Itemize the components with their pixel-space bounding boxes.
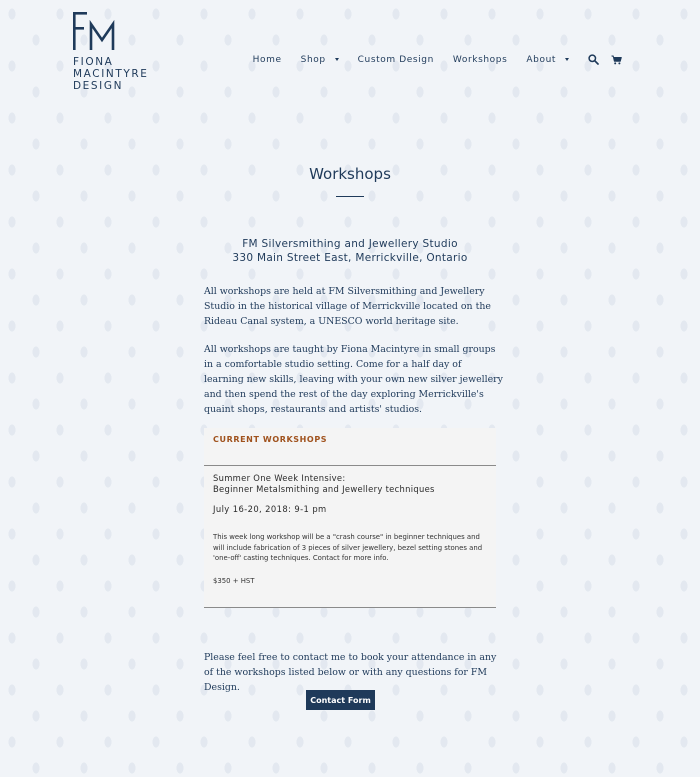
- workshop-title-line-2: Beginner Metalsmithing and Jewellery techniques: [213, 484, 435, 494]
- nav-item-custom-design[interactable]: [358, 55, 434, 65]
- brand-name-line-2: MACINTYRE: [73, 68, 149, 80]
- nav-item-label: Custom Design: [357, 54, 434, 65]
- studio-address: 330 Main Street East, Merrickville, Ontario: [232, 252, 468, 264]
- detail-paragraph: All workshops are taught by Fiona Macintyre in small groups in a comfortable studio setting. Come for a half day of learning new skills, leaving with your own new silver jewellery and then spend the rest of the day exploring Merrickville's quaint shops, restaurants and artists' studios.: [204, 344, 503, 415]
- nav-item-label: Workshops: [452, 54, 508, 65]
- card-divider: [204, 465, 496, 466]
- brand-name-line-3: DESIGN: [73, 80, 124, 92]
- caret-down-icon: [565, 58, 569, 61]
- caret-down-icon: [335, 58, 339, 61]
- nav-item-about[interactable]: [526, 55, 569, 65]
- workshop-card: [204, 428, 496, 608]
- nav-item-label: Shop: [300, 54, 326, 65]
- nav-item-label: About: [526, 54, 556, 65]
- page-title: Workshops: [309, 165, 391, 183]
- nav-item-shop[interactable]: [301, 55, 339, 65]
- search-icon[interactable]: [588, 54, 599, 65]
- workshop-price: $350 + HST: [213, 577, 255, 585]
- workshop-title: [213, 473, 435, 495]
- nav-item-label: Home: [252, 54, 282, 65]
- brand-name: [73, 56, 163, 92]
- nav-item-home[interactable]: [253, 55, 282, 65]
- title-divider: [336, 196, 364, 197]
- fm-monogram: [73, 12, 117, 50]
- studio-name: FM Silversmithing and Jewellery Studio: [242, 238, 458, 250]
- main-nav: [253, 54, 622, 65]
- studio-info: [0, 237, 700, 265]
- brand-logo[interactable]: [73, 12, 163, 92]
- nav-item-workshops[interactable]: [453, 55, 508, 65]
- contact-form-button[interactable]: Contact Form: [306, 690, 375, 710]
- cart-icon[interactable]: [611, 55, 622, 65]
- brand-name-line-1: FIONA: [73, 56, 114, 68]
- workshop-title-line-1: Summer One Week Intensive:: [213, 473, 346, 483]
- closing-paragraph: Please feel free to contact me to book your attendance in any of the workshops listed below or with any questions for FM Design.: [204, 652, 497, 693]
- intro-paragraph: All workshops are held at FM Silversmithing and Jewellery Studio in the historical village of Merrickville located on the Rideau Canal system, a UNESCO world heritage site.: [204, 286, 491, 327]
- workshop-section-heading: CURRENT WORKSHOPS: [213, 435, 328, 444]
- workshop-description: This week long workshop will be a "crash course" in beginner techniques and will include fabrication of 3 pieces of silver jewellery, bezel setting stones and 'one-off' casting techniques. Contact for more info.: [213, 533, 483, 562]
- workshop-date: July 16-20, 2018: 9-1 pm: [213, 504, 327, 514]
